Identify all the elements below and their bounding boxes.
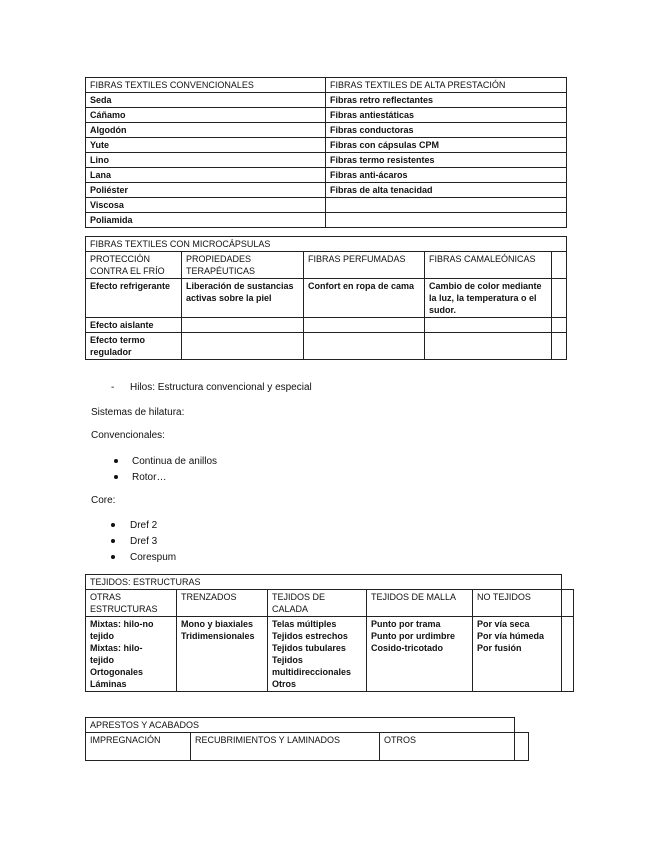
table-cell: Mono y biaxiales Tridimensionales <box>177 617 268 692</box>
table-row <box>86 153 567 168</box>
table-cell: Cambio de color mediante la luz, la temperatura o el sudor. <box>425 279 552 318</box>
table-fibras-convencionales <box>85 77 567 228</box>
table-cell <box>552 333 567 360</box>
table-cell: Efecto aislante <box>86 318 182 333</box>
convencionales-heading: Convencionales: <box>91 430 165 441</box>
table-cell <box>425 318 552 333</box>
list-item: Rotor… <box>132 472 167 483</box>
bullet-icon <box>111 523 115 527</box>
table-title: APRESTOS Y ACABADOS <box>86 718 515 733</box>
table-row <box>86 183 567 198</box>
list-item: Dref 2 <box>130 520 158 531</box>
table-cell: Viscosa <box>86 198 326 213</box>
table-title-row <box>86 575 574 590</box>
table-cell: Fibras antiestáticas <box>326 108 567 123</box>
table-header-row <box>86 252 567 279</box>
table-header-row <box>86 590 574 617</box>
table-cell: Lino <box>86 153 326 168</box>
table-cell: Punto por trama Punto por urdimbre Cosido-tricotado <box>367 617 473 692</box>
table-header: TEJIDOS DE MALLA <box>367 590 473 617</box>
table-header <box>515 733 529 761</box>
table-tejidos-estructuras <box>85 574 574 692</box>
table-row <box>86 279 567 318</box>
table-row <box>86 198 567 213</box>
table-cell: Fibras con cápsulas CPM <box>326 138 567 153</box>
table-cell: Algodón <box>86 123 326 138</box>
table-cell: Seda <box>86 93 326 108</box>
table-header: NO TEJIDOS <box>473 590 562 617</box>
table-cell: Poliéster <box>86 183 326 198</box>
table-row <box>86 333 567 360</box>
table-header-row <box>86 733 529 761</box>
table-header: PROPIEDADES TERAPÉUTICAS <box>182 252 304 279</box>
table-header: TRENZADOS <box>177 590 268 617</box>
table-microcapsulas <box>85 236 567 360</box>
table-row <box>86 138 567 153</box>
table-cell <box>182 318 304 333</box>
table-cell: Fibras retro reflectantes <box>326 93 567 108</box>
table-cell <box>562 617 574 692</box>
table-cell <box>425 333 552 360</box>
table-cell <box>552 318 567 333</box>
table-cell <box>182 333 304 360</box>
hilos-heading: Hilos: Estructura convencional y especial <box>130 382 312 393</box>
table-title-row <box>86 718 529 733</box>
table-header: RECUBRIMIENTOS Y LAMINADOS <box>191 733 380 761</box>
table-title: TEJIDOS: ESTRUCTURAS <box>86 575 562 590</box>
bullet-icon <box>111 555 115 559</box>
table-header: FIBRAS CAMALEÓNICAS <box>425 252 552 279</box>
table-cell <box>326 198 567 213</box>
table-cell: Fibras anti-ácaros <box>326 168 567 183</box>
table-cell: Fibras de alta tenacidad <box>326 183 567 198</box>
table-cell: Fibras termo resistentes <box>326 153 567 168</box>
table-title-row <box>86 237 567 252</box>
table-title: FIBRAS TEXTILES CON MICROCÁPSULAS <box>86 237 567 252</box>
table-cell: Lana <box>86 168 326 183</box>
table-header: FIBRAS TEXTILES DE ALTA PRESTACIÓN <box>326 78 567 93</box>
table-header-row <box>86 78 567 93</box>
table-row <box>86 123 567 138</box>
bullet-icon <box>111 539 115 543</box>
bullet-icon <box>114 459 118 463</box>
table-cell: Fibras conductoras <box>326 123 567 138</box>
table-cell <box>326 213 567 228</box>
table-cell: Cáñamo <box>86 108 326 123</box>
table-cell: Por vía seca Por vía húmeda Por fusión <box>473 617 562 692</box>
table-header <box>552 252 567 279</box>
table-cell <box>304 333 425 360</box>
table-cell: Efecto termo regulador <box>86 333 182 360</box>
sistemas-heading: Sistemas de hilatura: <box>91 407 185 418</box>
table-row <box>86 168 567 183</box>
table-cell <box>515 718 529 733</box>
table-header: OTRAS ESTRUCTURAS <box>86 590 177 617</box>
list-item: Continua de anillos <box>132 456 218 467</box>
table-cell <box>304 318 425 333</box>
table-aprestos-acabados <box>85 717 529 761</box>
table-cell <box>552 279 567 318</box>
table-cell: Yute <box>86 138 326 153</box>
table-cell <box>562 575 574 590</box>
table-row <box>86 93 567 108</box>
table-cell: Liberación de sustancias activas sobre la piel <box>182 279 304 318</box>
table-header <box>562 590 574 617</box>
list-item: Corespum <box>130 552 177 563</box>
dash-marker: - <box>111 382 115 393</box>
table-header: IMPREGNACIÓN <box>86 733 191 761</box>
table-row <box>86 318 567 333</box>
table-header: FIBRAS TEXTILES CONVENCIONALES <box>86 78 326 93</box>
table-row <box>86 213 567 228</box>
table-header: TEJIDOS DE CALADA <box>268 590 367 617</box>
table-row <box>86 617 574 692</box>
table-header: FIBRAS PERFUMADAS <box>304 252 425 279</box>
list-item: Dref 3 <box>130 536 158 547</box>
table-header: PROTECCIÓN CONTRA EL FRÍO <box>86 252 182 279</box>
table-row <box>86 108 567 123</box>
table-cell: Mixtas: hilo-no tejido Mixtas: hilo- tejido Ortogonales Láminas <box>86 617 177 692</box>
table-cell: Efecto refrigerante <box>86 279 182 318</box>
table-cell: Confort en ropa de cama <box>304 279 425 318</box>
table-cell: Poliamida <box>86 213 326 228</box>
core-heading: Core: <box>91 495 116 506</box>
bullet-icon <box>114 475 118 479</box>
table-cell: Telas múltiples Tejidos estrechos Tejidos tubulares Tejidos multidireccionales Otros <box>268 617 367 692</box>
table-header: OTROS <box>380 733 515 761</box>
